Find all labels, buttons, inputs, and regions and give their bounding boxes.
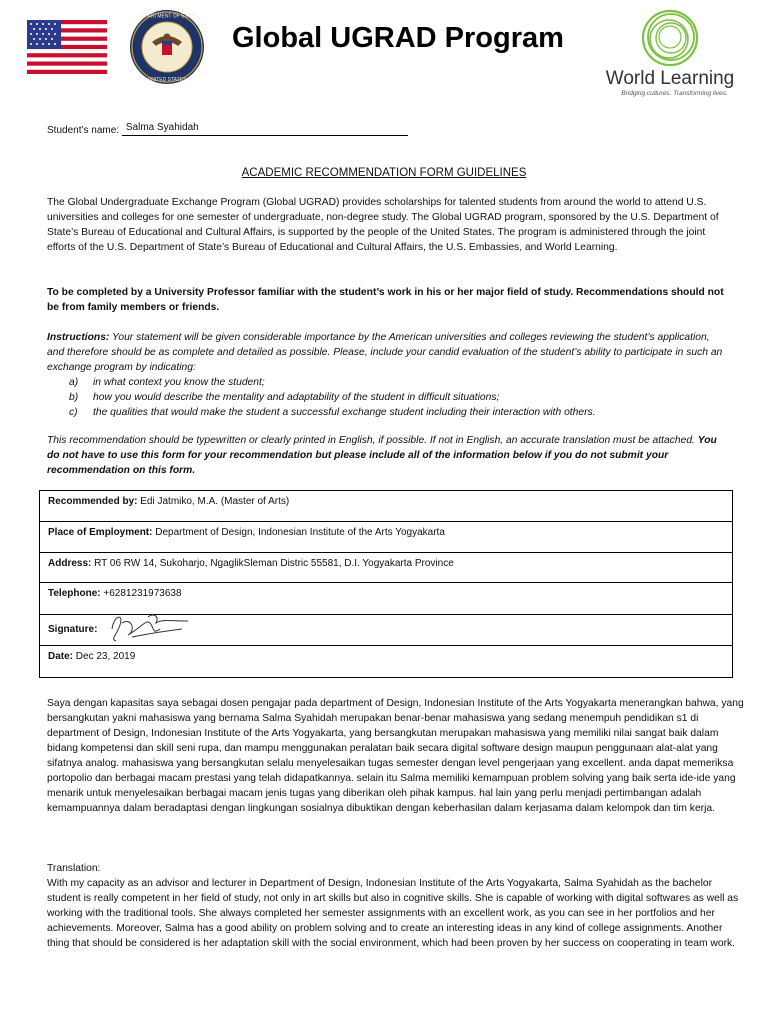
form-heading: ACADEMIC RECOMMENDATION FORM GUIDELINES	[241, 167, 527, 179]
employment-value: Department of Design, Indonesian Institute of the Arts Yogyakarta	[155, 527, 445, 538]
list-item: c) the qualities that would make the student a successful exchange student including their interaction with others.	[69, 407, 596, 418]
page-title: Global UGRAD Program	[232, 22, 564, 54]
world-learning-tagline: Bridging cultures. Transforming lives.	[621, 90, 728, 97]
translation-block	[47, 861, 747, 951]
translation-text: With my capacity as an advisor and lecturer in Department of Design, Indonesian Institute of the Arts Yogyakarta, Salma Syahidah as the bachelor student is really competent in her field of study, not only in art skills but also in cognitive skills. She is capable of working with digital softwares as well as working with the traditional tools. She always completed her semester assignments with an excellent work, as you can see in her portfolios and her achievements. Moreover, Salma has a good ability on problem solving and to create an interesting ideas in any kind of college assignments. Another thing that should be considered is her adaptation skill with the social environment, which had been proven by her success on cooperating in team work.	[47, 878, 739, 949]
intro-paragraph: The Global Undergraduate Exchange Program (Global UGRAD) provides scholarships for talented students from around the world to attend U.S. universities and colleges for one semester of undergraduate, non-degree study. The Global UGRAD program, sponsored by the U.S. Department of State’s Bureau of Educational and Cultural Affairs, is supported by the people of the United States. The program is administered through the joint efforts of the U.S. Department of State’s Bureau of Educational and Cultural Affairs, the U.S. Embassies, and World Learning.	[47, 197, 719, 253]
telephone-value: +6281231973638	[103, 588, 182, 599]
department-of-state-seal-icon	[122, 8, 212, 86]
world-learning-swirl-icon	[640, 8, 700, 68]
form-row-telephone: Telephone: +6281231973638	[40, 583, 732, 615]
student-name-line	[47, 122, 408, 136]
instructions-label: Instructions:	[47, 332, 110, 343]
address-value: RT 06 RW 14, Sukoharjo, NgaglikSleman Distric 55581, D.I. Yogyakarta Province	[94, 558, 454, 569]
svg-text:DEPARTMENT OF STATE: DEPARTMENT OF STATE	[137, 13, 197, 20]
form-row-signature: Signature:	[40, 615, 732, 646]
instructions-text: Your statement will be given considerable importance by the American universities and colleges reviewing the student’s application, and therefore should be as complete and detailed as possible. Please, include your candid evaluation of the student’s ability to participate in such an exchange program by indicating:	[47, 332, 723, 373]
typewritten-note-text: This recommendation should be typewritten or clearly printed in English, if possible. If not in English, an accurate translation must be attached.	[47, 435, 695, 446]
form-row-recommended-by: Recommended by: Edi Jatmiko, M.A. (Master of Arts)	[40, 491, 732, 522]
recommender-form	[39, 490, 733, 678]
list-item: b) how you would describe the mentality and adaptability of the student in difficult situations;	[69, 392, 500, 403]
recommendation-indonesian: Saya dengan kapasitas saya sebagai dosen pengajar pada department of Design, Indonesian Institute of the Arts Yogyakarta menerangkan bahwa, yang bersangkutan yakni mahasiswa yang bernama Salma Syahidah merupakan benar-benar mahasiswa yang sedang menempuh pendidikan s1 di department of Design, Indonesian Institute of the Arts Yogyakarta, yang bersangkutan merupakan mahasiswa yang memiliki nilai sangat baik dalam bidang kompetensi dan skill seni rupa, dan mampu menggunakan peralatan baik secara digital software design maupun penggunaan alat-alat yang sifatnya analog. mahasiswa yang bersangkutan selalu menyelesaikan tugas semester dengan level pengerjaan yang excellent. anda dapat memeriksa portopolio dan berbagai macam prestasi yang telah didapatkannya. selain itu Salma memiliki kemampuan problem solving yang baik serta ide-ide yang menarik untuk menyelesaikan berbagai macam jenis tugas yang diberikan oleh pihak kampus. hal lain yang perlu menjadi pertimbangan adalah kemampuannya dalam beradaptasi dengan lingkungan sosialnya dibuktikan dengan keberhasilan dalam kerjasama dalam kelompok dan tim kerja.	[47, 698, 744, 814]
signature-mark	[102, 609, 192, 643]
svg-text:UNITED STATES: UNITED STATES	[147, 77, 187, 83]
form-row-employment: Place of Employment: Department of Design, Indonesian Institute of the Arts Yogyakarta	[40, 522, 732, 553]
form-row-address: Address: RT 06 RW 14, Sukoharjo, NgaglikSleman Distric 55581, D.I. Yogyakarta Province	[40, 553, 732, 583]
date-value: Dec 23, 2019	[75, 651, 136, 662]
world-learning-logo	[600, 8, 740, 100]
world-learning-name: World Learning	[605, 68, 735, 89]
student-name-label: Student’s name:	[47, 125, 120, 136]
translation-label: Translation:	[47, 863, 101, 874]
instructions-list	[47, 375, 727, 420]
list-item: a) in what context you know the student;	[69, 377, 265, 388]
recommended-by-value: Edi Jatmiko, M.A. (Master of Arts)	[140, 496, 290, 507]
student-name-value: Salma Syahidah	[122, 122, 408, 136]
us-flag-icon	[27, 20, 107, 74]
form-row-date: Date: Dec 23, 2019	[48, 651, 136, 662]
typewritten-note-bold: You do not have to use this form for your recommendation but please include all of the information below if you do not submit your recommendation on this form.	[47, 435, 717, 476]
instructions-block	[47, 330, 727, 420]
completion-note: To be completed by a University Professor familiar with the student’s work in his or her major field of study. Recommendations should not be from family members or friends.	[47, 287, 724, 313]
typewritten-note	[47, 433, 727, 478]
